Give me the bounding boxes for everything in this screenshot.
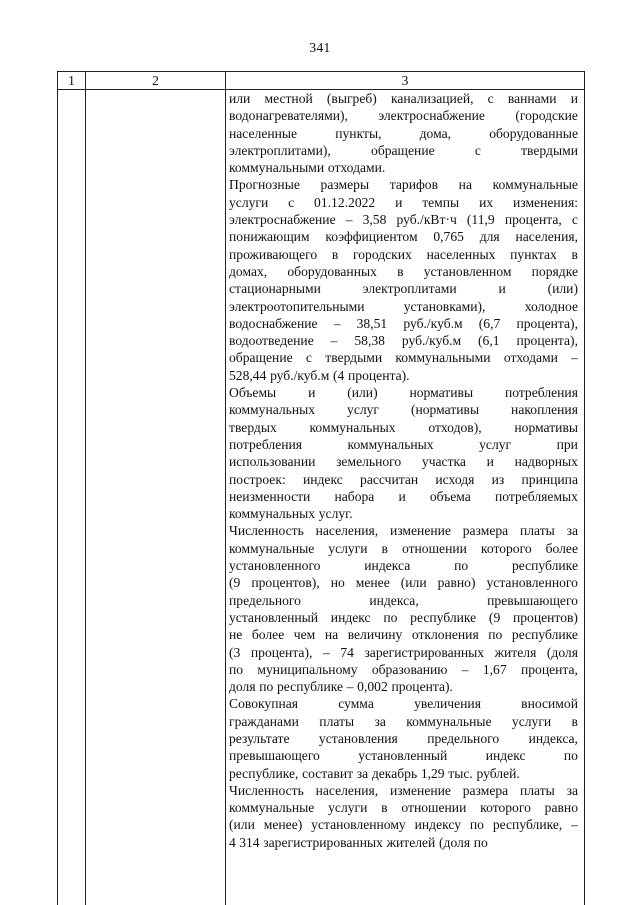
paragraph (229, 90, 578, 176)
word: по (488, 627, 503, 643)
word: установленного (229, 558, 321, 574)
word: на (324, 627, 339, 643)
text-line (229, 194, 578, 211)
word: местной (264, 91, 313, 106)
word: с (487, 91, 494, 106)
word: процента), (516, 315, 578, 331)
word: руб./куб.м (270, 367, 330, 383)
word: коммунальные (406, 713, 492, 729)
word: неизменности (229, 488, 311, 504)
word: – (345, 212, 353, 228)
word: установленному (311, 817, 406, 833)
word: индекса (364, 558, 411, 574)
word: отношении (401, 540, 467, 556)
word: (доля (439, 834, 471, 850)
word: 0,765 (433, 229, 464, 245)
text-line (229, 332, 578, 349)
text-line (229, 834, 578, 851)
text-line (229, 695, 578, 712)
word: тарифов (389, 177, 439, 193)
text-line (229, 626, 578, 643)
word: и (308, 385, 316, 401)
word: – (333, 315, 341, 331)
text-line (229, 453, 578, 470)
word: канализацией, (390, 91, 474, 106)
word: (4 (333, 367, 345, 383)
word: установленный (358, 748, 448, 764)
word: образованию (371, 661, 448, 677)
page-number: 341 (309, 40, 331, 55)
word: (выгреб) (326, 91, 377, 106)
text-line (229, 349, 578, 366)
word: построек: (229, 471, 286, 487)
text-line (229, 401, 578, 418)
word: но (330, 575, 345, 591)
word: (6,7 (478, 315, 501, 331)
word: предельного (229, 592, 301, 608)
word: процентов), (251, 575, 320, 591)
text-line (229, 142, 578, 159)
text-line (229, 592, 578, 609)
word: отношении (401, 800, 467, 816)
word: (или (400, 575, 427, 591)
word: по (454, 558, 469, 574)
word: 4 314 (229, 834, 260, 850)
text-line (229, 315, 578, 332)
word: проживающего (229, 246, 318, 262)
word: с (305, 350, 312, 366)
text-line (229, 263, 578, 280)
text-line (229, 713, 578, 730)
word: населенных (426, 246, 496, 262)
word: рассчитан (360, 471, 419, 487)
word: республике (277, 679, 344, 695)
word: муниципальному (257, 661, 358, 677)
word: использовании (229, 454, 316, 470)
word: электроплитами (362, 281, 457, 297)
word: республике (511, 627, 578, 643)
word: процента, (504, 212, 562, 228)
word: для (479, 229, 500, 245)
column-header-1: 1 (68, 73, 75, 88)
word: процента), (516, 333, 578, 349)
word: обращение (229, 350, 293, 366)
word: твердыми (521, 142, 578, 158)
word: процента). (348, 367, 410, 383)
word: оборудованных (287, 263, 377, 279)
word: процентов) (512, 609, 578, 625)
word: (или) (347, 385, 378, 401)
word: и (570, 91, 578, 106)
word: в (571, 246, 578, 262)
word: в (397, 263, 404, 279)
word: исходя (435, 471, 475, 487)
text-line (229, 280, 578, 297)
text-line (229, 522, 578, 539)
word: участка (421, 454, 466, 470)
word: – (571, 817, 578, 833)
text-line (229, 799, 578, 816)
word: стационарными (229, 281, 321, 297)
word: установленном (423, 263, 512, 279)
word: за (374, 713, 386, 729)
word: их (479, 194, 494, 210)
word: менее (355, 575, 390, 591)
text-line (229, 419, 578, 436)
text-line (229, 574, 578, 591)
word: (доля (546, 644, 578, 660)
word: которого (480, 800, 531, 816)
word: услуг. (318, 506, 353, 522)
word: процента). (391, 679, 453, 695)
word: декабрь (371, 765, 418, 781)
word: коммунальными (229, 160, 325, 176)
word: 3,58 (362, 212, 387, 228)
word: электроотопительными (229, 298, 365, 314)
word: республике, (229, 765, 299, 781)
word: за (356, 765, 369, 781)
word: руб./куб.м (401, 333, 462, 349)
word: предельного (427, 730, 500, 746)
word: населенные (229, 125, 298, 141)
word: доля (229, 679, 256, 695)
word: – (346, 679, 354, 695)
word: пункты, (335, 125, 382, 141)
column-header-3: 3 (401, 73, 409, 88)
word: с (474, 142, 481, 158)
word: водонагревателями), (229, 108, 348, 124)
text-line (229, 765, 578, 782)
word: понижающим (229, 229, 310, 245)
word: платы (319, 713, 355, 729)
word: Численность (229, 782, 304, 798)
word: зарегистрированных (364, 644, 485, 660)
text-line (229, 609, 578, 626)
word: (или) (547, 281, 578, 297)
word: городских (353, 246, 412, 262)
word: электроснабжение (229, 212, 336, 228)
word: установления (318, 730, 398, 746)
word: (9 (488, 609, 501, 625)
word: 38,51 (356, 315, 388, 331)
word: Прогнозные (229, 177, 300, 193)
word: результате (229, 730, 290, 746)
word: и (486, 454, 494, 470)
word: набора (334, 488, 375, 504)
word: с (288, 194, 295, 210)
paragraph (229, 782, 578, 851)
word: в (381, 540, 388, 556)
text-line (229, 782, 578, 799)
word: изменение (389, 523, 451, 539)
paragraph (229, 522, 578, 695)
text-line (229, 488, 578, 505)
word: 01.12.2022 (314, 194, 376, 210)
word: Объемы (229, 385, 277, 401)
word: коммунальными (395, 350, 491, 366)
word: рублей. (476, 765, 520, 781)
column-3-text (229, 90, 578, 851)
word: накопления (511, 402, 578, 418)
text-line (229, 661, 578, 678)
text-line (229, 176, 578, 193)
word: республике, (492, 817, 563, 833)
word: изменение (389, 782, 451, 798)
word: по (383, 609, 398, 625)
text-line (229, 747, 578, 764)
word: водоотведение (229, 333, 314, 349)
word: коммунальные (229, 800, 315, 816)
word: платы (519, 782, 555, 798)
word: потребления (504, 385, 578, 401)
paragraph (229, 695, 578, 781)
text-line (229, 384, 578, 401)
word: (6,1 (478, 333, 500, 349)
word: 58,38 (354, 333, 385, 349)
text-line (229, 816, 578, 833)
word: руб./куб.м (403, 315, 463, 331)
word: индексу (414, 817, 462, 833)
word: пунктах (510, 246, 557, 262)
word: темпы (422, 194, 460, 210)
word: жителя (494, 644, 537, 660)
word: дома, (419, 125, 452, 141)
word: процента), (250, 644, 313, 660)
word: индекс (302, 471, 343, 487)
word: не (229, 627, 243, 643)
word: (11,9 (466, 212, 495, 228)
word: и (498, 281, 506, 297)
text-line (229, 298, 578, 315)
text-line (229, 436, 578, 453)
word: объема (429, 488, 471, 504)
word: Совокупная (229, 696, 299, 712)
word: – (571, 350, 578, 366)
word: коммунальные (229, 540, 315, 556)
word: по (469, 817, 484, 833)
word: размеры (320, 177, 370, 193)
word: Численность (229, 523, 304, 539)
word: в (381, 800, 388, 816)
text-line (229, 246, 578, 263)
text-line (229, 505, 578, 522)
word: и (398, 488, 406, 504)
text-line (229, 107, 578, 124)
word: 74 (340, 644, 354, 660)
paragraph (229, 384, 578, 522)
word: услуг (479, 436, 512, 452)
word: услуги (328, 540, 368, 556)
word: республике (511, 558, 578, 574)
word: нормативы (409, 385, 474, 401)
word: гражданами (229, 713, 299, 729)
word: зарегистрированных (263, 834, 383, 850)
text-line (229, 644, 578, 661)
word: процента, (520, 661, 578, 677)
word: услуги (328, 800, 368, 816)
word: платы (519, 523, 555, 539)
word: (3 (229, 644, 241, 660)
word: руб./кВт·ч (396, 212, 457, 228)
word: водоснабжение (229, 315, 318, 331)
word: по (259, 679, 274, 695)
word: 528,44 (229, 367, 267, 383)
word: 0,002 (357, 679, 388, 695)
word: или (229, 91, 251, 106)
word: оборудованные (489, 125, 578, 141)
word: 1,29 (420, 765, 445, 781)
word: населения, (515, 229, 578, 245)
text-line (229, 159, 578, 176)
word: равно) (437, 575, 476, 591)
word: более (251, 627, 285, 643)
word: услуги (229, 194, 269, 210)
word: (или (229, 817, 255, 833)
word: коммунальных (229, 506, 316, 522)
word: тыс. (448, 765, 473, 781)
word: размера (462, 523, 509, 539)
word: 1,67 (482, 661, 507, 677)
word: равно (544, 800, 578, 816)
word: услуг (347, 402, 380, 418)
word: индекса, (369, 592, 419, 608)
word: установленный (229, 609, 319, 625)
word: на (458, 177, 472, 193)
word: коэффициентом (325, 229, 418, 245)
word: за (566, 523, 578, 539)
column-header-2: 2 (152, 73, 159, 88)
text-line (229, 540, 578, 557)
word: установками), (403, 298, 486, 314)
word: холодное (524, 298, 578, 314)
word: увеличения (414, 696, 481, 712)
word: размера (462, 782, 509, 798)
word: нормативы (514, 419, 578, 435)
word: вносимой (521, 696, 578, 712)
word: электроплитами), (229, 142, 331, 158)
word: твердыми (325, 350, 383, 366)
word: твердых (229, 419, 277, 435)
word: коммунальных (347, 436, 434, 452)
word: порядке (531, 263, 578, 279)
word: – (461, 661, 469, 677)
word: коммунальные (492, 177, 578, 193)
word: превышающего (487, 592, 578, 608)
word: – (330, 333, 338, 349)
text-line (229, 730, 578, 747)
word: потребляемых (494, 488, 578, 504)
word: за (566, 782, 578, 798)
word: по (229, 661, 244, 677)
word: составит (302, 765, 354, 781)
word: услуги (511, 713, 552, 729)
word: земельного (336, 454, 402, 470)
word: изменения: (513, 194, 578, 210)
word: обращение (371, 142, 435, 158)
text-line (229, 211, 578, 228)
text-line (229, 367, 578, 384)
word: – (322, 644, 330, 660)
word: коммунальных (309, 419, 396, 435)
word: индекс (330, 609, 371, 625)
word: по (563, 748, 578, 764)
word: индекса, (528, 730, 578, 746)
word: (9 (229, 575, 241, 591)
paragraph (229, 176, 578, 384)
word: отклонения (411, 627, 479, 643)
word: населения, (315, 782, 379, 798)
word: (нормативы (410, 402, 480, 418)
word: в (331, 246, 339, 262)
word: потребления (229, 436, 303, 452)
word: чем (293, 627, 316, 643)
word: принципа (521, 471, 578, 487)
word: при (556, 436, 578, 452)
word: из (491, 471, 505, 487)
text-line (229, 471, 578, 488)
word: с (571, 212, 578, 228)
word: жителей (386, 834, 436, 850)
word: ваннами (507, 91, 557, 106)
word: отходами (503, 350, 558, 366)
word: (городские (515, 108, 578, 124)
word: величину (347, 627, 403, 643)
word: электроснабжение (378, 108, 485, 124)
word: домах, (229, 263, 268, 279)
word: и (395, 194, 403, 210)
text-line (229, 125, 578, 142)
word: надворных (514, 454, 578, 470)
word: индекс (485, 748, 526, 764)
text-line (229, 228, 578, 245)
word: республике (410, 609, 477, 625)
text-line (229, 90, 578, 107)
word: по (473, 834, 488, 850)
word: отходами. (327, 160, 386, 176)
word: более (545, 540, 578, 556)
word: населения, (315, 523, 379, 539)
word: отходов), (428, 419, 482, 435)
word: сумма (338, 696, 374, 712)
word: в (571, 713, 578, 729)
word: коммунальных (229, 402, 316, 418)
word: которого (480, 540, 532, 556)
word: превышающего (229, 748, 320, 764)
text-line (229, 678, 578, 695)
word: менее) (263, 817, 303, 833)
word: установленного (486, 575, 578, 591)
text-line (229, 557, 578, 574)
